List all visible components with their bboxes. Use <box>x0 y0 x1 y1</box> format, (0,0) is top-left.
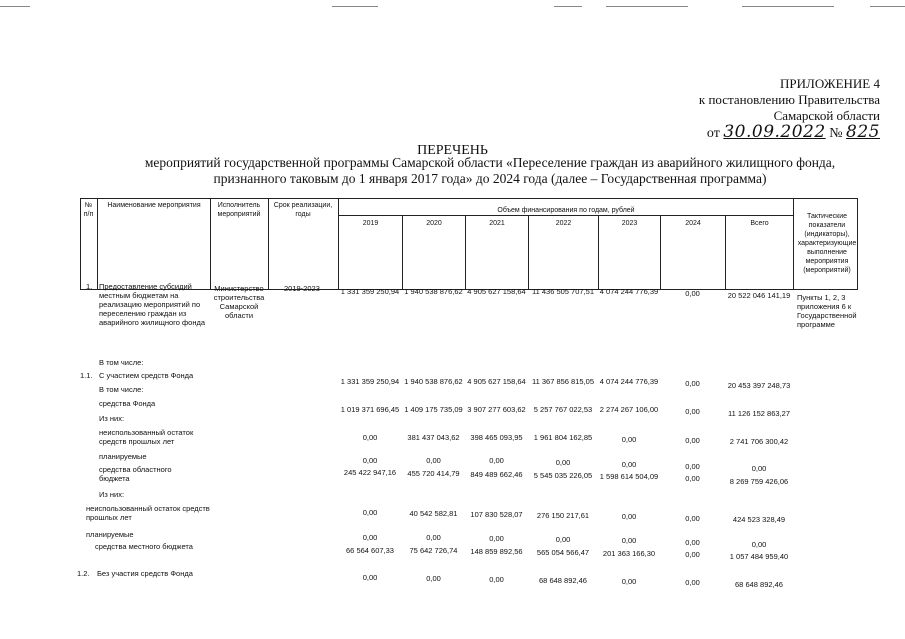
header-funding: Объем финансирования по годам, рублей <box>497 207 635 214</box>
row11-num: 1.1. <box>80 371 93 380</box>
from-label: от <box>706 126 720 141</box>
planned1-2023: 0,00 <box>621 460 637 469</box>
row11-2021: 4 905 627 158,64 <box>467 377 526 386</box>
decree-date: 30.09.2022 <box>723 122 826 142</box>
local-2020: 75 642 726,74 <box>409 546 458 555</box>
header-indicators: Тактические показатели (индикаторы), характеризующие выполнение мероприятия (мероприятий) <box>797 213 857 274</box>
table-divider <box>97 198 98 290</box>
unused1-total: 2 741 706 300,42 <box>729 437 789 446</box>
header-year-2019: 2019 <box>362 220 379 227</box>
row11-total: 20 453 397 248,73 <box>727 381 791 390</box>
table-divider <box>210 198 211 290</box>
row1-total: 20 522 046 141,19 <box>727 291 791 300</box>
unused1-name: неиспользованный остаток средств прошлых лет <box>99 428 194 446</box>
scan-line <box>332 6 378 7</box>
header-executor: Исполнитель мероприятий <box>217 202 261 218</box>
scan-line <box>606 6 688 7</box>
row12-num: 1.2. <box>77 569 90 578</box>
row12-2019: 0,00 <box>362 573 378 582</box>
unused1-2019: 0,00 <box>362 433 378 442</box>
table-divider <box>268 198 269 290</box>
local-2019: 66 564 607,33 <box>346 546 394 555</box>
planned2-total: 0,00 <box>751 540 767 549</box>
subtitle-line2: признанного таковым до 1 января 2017 года» до 2024 года (далее – Государственная программа) <box>213 171 767 186</box>
regional-2022: 5 545 035 226,05 <box>533 471 593 480</box>
unused1-2024: 0,00 <box>685 436 700 445</box>
document-subtitle <box>110 155 870 187</box>
local-total: 1 057 484 959,40 <box>729 552 789 561</box>
row1-period: 2019-2023 <box>284 284 320 293</box>
header-year-2020: 2020 <box>426 220 442 227</box>
regional-2021: 849 489 662,46 <box>470 470 523 479</box>
planned2-2023: 0,00 <box>621 536 637 545</box>
planned1-2022: 0,00 <box>555 458 571 467</box>
number-label: № <box>829 126 843 141</box>
planned1-total: 0,00 <box>751 464 767 473</box>
unused2-2022: 276 150 217,61 <box>536 511 590 520</box>
unused2-2020: 40 542 582,81 <box>409 509 458 518</box>
row12-name: Без участия средств Фонда <box>97 569 193 578</box>
of-them-label: Из них: <box>99 414 125 423</box>
regional-2023: 1 598 614 504,09 <box>599 472 659 481</box>
regional-name: средства областного бюджета <box>99 465 172 483</box>
sub-including-label: В том числе: <box>99 385 144 394</box>
fund-2022: 5 257 767 022,53 <box>533 405 593 414</box>
appendix-title: ПРИЛОЖЕНИЕ 4 <box>780 76 880 91</box>
appendix-line2: Самарской области <box>773 108 880 123</box>
fund-2019: 1 019 371 696,45 <box>340 405 400 414</box>
row1-2019: 1 331 359 250,94 <box>340 287 400 296</box>
row12-2023: 0,00 <box>621 577 637 586</box>
planned1-name: планируемые <box>99 452 147 461</box>
fund-2021: 3 907 277 603,62 <box>467 405 526 414</box>
row12-2024: 0,00 <box>685 578 700 587</box>
document-title: ПЕРЕЧЕНЬ <box>417 143 488 158</box>
row11-2020: 1 940 538 876,62 <box>404 377 463 386</box>
local-2022: 565 054 566,47 <box>536 548 590 557</box>
scan-line <box>742 6 834 7</box>
local-2021: 148 859 892,56 <box>470 547 523 556</box>
unused1-2020: 381 437 043,62 <box>407 433 460 442</box>
row12-2022: 68 648 892,46 <box>539 576 587 585</box>
planned2-name: планируемые <box>86 530 134 539</box>
header-period: Срок реализации, годы <box>273 202 333 218</box>
table-divider <box>793 198 794 290</box>
regional-total: 8 269 759 426,06 <box>729 477 789 486</box>
regional-2024: 0,00 <box>685 474 700 483</box>
row1-2024: 0,00 <box>685 289 700 298</box>
header-year-2024: 2024 <box>685 220 701 227</box>
unused1-2022: 1 961 804 162,85 <box>533 433 593 442</box>
planned2-2019: 0,00 <box>362 533 378 542</box>
planned1-2020: 0,00 <box>426 456 441 465</box>
header-total: Всего <box>750 220 769 227</box>
unused2-2021: 107 830 528,07 <box>470 510 523 519</box>
header-num: № п/п <box>83 202 94 218</box>
appendix-block <box>660 76 880 142</box>
row12-total: 68 648 892,46 <box>735 580 783 589</box>
fund-name: средства Фонда <box>99 399 156 408</box>
of-them-label-2: Из них: <box>99 490 125 499</box>
planned2-2022: 0,00 <box>555 535 571 544</box>
header-name: Наименование мероприятия <box>107 202 201 209</box>
row1-2022: 11 436 505 707,51 <box>531 287 594 296</box>
row1-indicator: Пункты 1, 2, 3 приложения 6 к Государственной программе <box>797 293 857 329</box>
row12-2021: 0,00 <box>489 575 504 584</box>
planned1-2019: 0,00 <box>362 456 378 465</box>
unused2-2024: 0,00 <box>685 514 700 523</box>
header-year-2021: 2021 <box>489 220 505 227</box>
decree-date-line <box>660 124 880 142</box>
unused2-2023: 0,00 <box>621 512 637 521</box>
row1-executor: Министерство строительства Самарской области <box>213 284 265 320</box>
row1-name: Предоставление субсидий местным бюджетам на реализацию мероприятий по переселению граждан из аварийного жилищного фонда <box>99 282 206 327</box>
unused2-total: 424 523 328,49 <box>732 515 786 524</box>
header-year-2023: 2023 <box>621 220 638 227</box>
unused1-2021: 398 465 093,95 <box>470 433 523 442</box>
planned1-2024: 0,00 <box>685 462 700 471</box>
planned2-2024: 0,00 <box>685 538 700 547</box>
fund-total: 11 126 152 863,27 <box>727 409 790 418</box>
local-name: средства местного бюджета <box>95 542 193 551</box>
table-divider <box>338 215 793 216</box>
fund-2023: 2 274 267 106,00 <box>599 405 659 414</box>
scan-line <box>0 6 30 7</box>
row12-2020: 0,00 <box>426 574 441 583</box>
row1-2020: 1 940 538 876,62 <box>404 287 463 296</box>
planned2-2021: 0,00 <box>489 534 504 543</box>
row11-2023: 4 074 244 776,39 <box>599 377 659 386</box>
unused1-2023: 0,00 <box>621 435 637 444</box>
header-year-2022: 2022 <box>555 220 572 227</box>
including-label: В том числе: <box>99 358 144 367</box>
local-2024: 0,00 <box>685 550 700 559</box>
unused2-2019: 0,00 <box>362 508 378 517</box>
row11-2022: 11 367 856 815,05 <box>531 377 594 386</box>
row1-2021: 4 905 627 158,64 <box>467 287 526 296</box>
fund-2024: 0,00 <box>685 407 700 416</box>
row11-2024: 0,00 <box>685 379 700 388</box>
local-2023: 201 363 166,30 <box>602 549 656 558</box>
unused2-name: неиспользованный остаток средств прошлых лет <box>86 504 210 522</box>
scan-line <box>870 6 905 7</box>
regional-2020: 455 720 414,79 <box>407 469 460 478</box>
decree-number: 825 <box>846 122 880 142</box>
row11-2019: 1 331 359 250,94 <box>340 377 400 386</box>
planned1-2021: 0,00 <box>489 456 504 465</box>
row1-num: 1. <box>86 282 93 291</box>
subtitle-line1: мероприятий государственной программы Самарской области «Переселение граждан из аварийного жилищного фонда, <box>144 155 836 170</box>
appendix-line1: к постановлению Правительства <box>698 92 880 107</box>
planned2-2020: 0,00 <box>426 533 441 542</box>
fund-2020: 1 409 175 735,09 <box>404 405 463 414</box>
row11-name: С участием средств Фонда <box>99 371 194 380</box>
scan-line <box>554 6 582 7</box>
table-divider <box>338 198 339 290</box>
regional-2019: 245 422 947,16 <box>343 468 397 477</box>
row1-2023: 4 074 244 776,39 <box>599 287 659 296</box>
